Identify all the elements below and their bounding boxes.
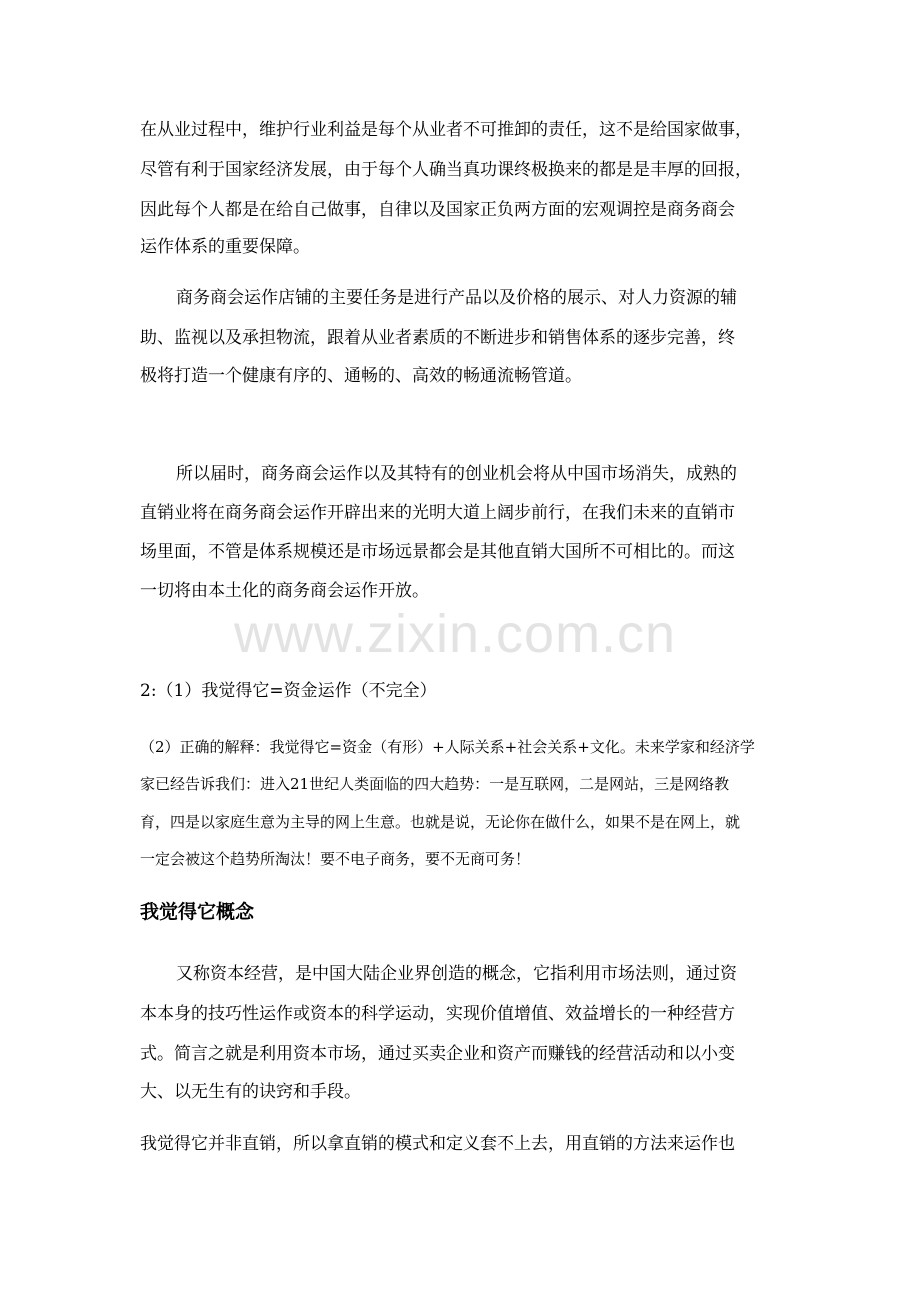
paragraph-3-line-3: 场里面，不管是体系规模还是市场远景都会是其他直销大国所不可相比的。而这 <box>140 542 735 562</box>
paragraph-4-line-4: 大、以无生有的诀窍和手段。 <box>140 1082 361 1102</box>
paragraph-2-line-1: 商务商会运作店铺的主要任务是进行产品以及价格的展示、对人力资源的辅 <box>176 288 737 308</box>
paragraph-2-line-3: 极将打造一个健康有序的、通畅的、高效的畅通流畅管道。 <box>140 366 582 386</box>
section-heading: 我觉得它概念 <box>140 901 255 923</box>
paragraph-3-line-4: 一切将由本土化的商务商会运作开放。 <box>140 581 429 601</box>
item-2-line-2: 家已经告诉我们：进入21世纪人类面临的四大趋势：一是互联网，二是网站，三是网络教 <box>140 775 730 793</box>
item-2-line-3: 育，四是以家庭生意为主导的网上生意。也就是说，无论你在做什么，如果不是在网上，就 <box>140 813 741 831</box>
paragraph-1-line-4: 运作体系的重要保障。 <box>140 237 310 257</box>
paragraph-4-line-2: 本本身的技巧性运作或资本的科学运动，实现价值增值、效益增长的一种经营方 <box>140 1004 735 1024</box>
paragraph-3-line-1: 所以届时，商务商会运作以及其特有的创业机会将从中国市场消失，成熟的 <box>176 464 737 484</box>
paragraph-5-line-1: 我觉得它并非直销，所以拿直销的模式和定义套不上去，用直销的方法来运作也 <box>140 1134 735 1154</box>
watermark: www.zixin.com.cn <box>234 604 677 664</box>
paragraph-4-line-1: 又称资本经营，是中国大陆企业界创造的概念，它指利用市场法则，通过资 <box>176 964 737 984</box>
paragraph-1-line-3: 因此每个人都是在给自己做事，自律以及国家正负两方面的宏观调控是商务商会 <box>140 200 735 220</box>
item-1: 2:（1）我觉得它=资金运作（不完全） <box>140 681 437 701</box>
paragraph-4-line-3: 式。简言之就是利用资本市场，通过买卖企业和资产而赚钱的经营活动和以小变 <box>140 1044 735 1064</box>
paragraph-1-line-2: 尽管有利于国家经济发展，由于每个人确当真功课终极换来的都是是丰厚的回报， <box>140 160 752 180</box>
item-2-line-1: （2）正确的解释：我觉得它=资金（有形）+人际关系+社会关系+文化。未来学家和经济学 <box>140 738 755 756</box>
paragraph-2-line-2: 助、监视以及承担物流，跟着从业者素质的不断进步和销售体系的逐步完善，终 <box>140 328 735 348</box>
item-2-line-4: 一定会被这个趋势所淘汰！要不电子商务，要不无商可务！ <box>140 850 531 868</box>
paragraph-3-line-2: 直销业将在商务商会运作开辟出来的光明大道上阔步前行，在我们未来的直销市 <box>140 503 735 523</box>
paragraph-1-line-1: 在从业过程中，维护行业利益是每个从业者不可推卸的责任，这不是给国家做事， <box>140 120 752 140</box>
